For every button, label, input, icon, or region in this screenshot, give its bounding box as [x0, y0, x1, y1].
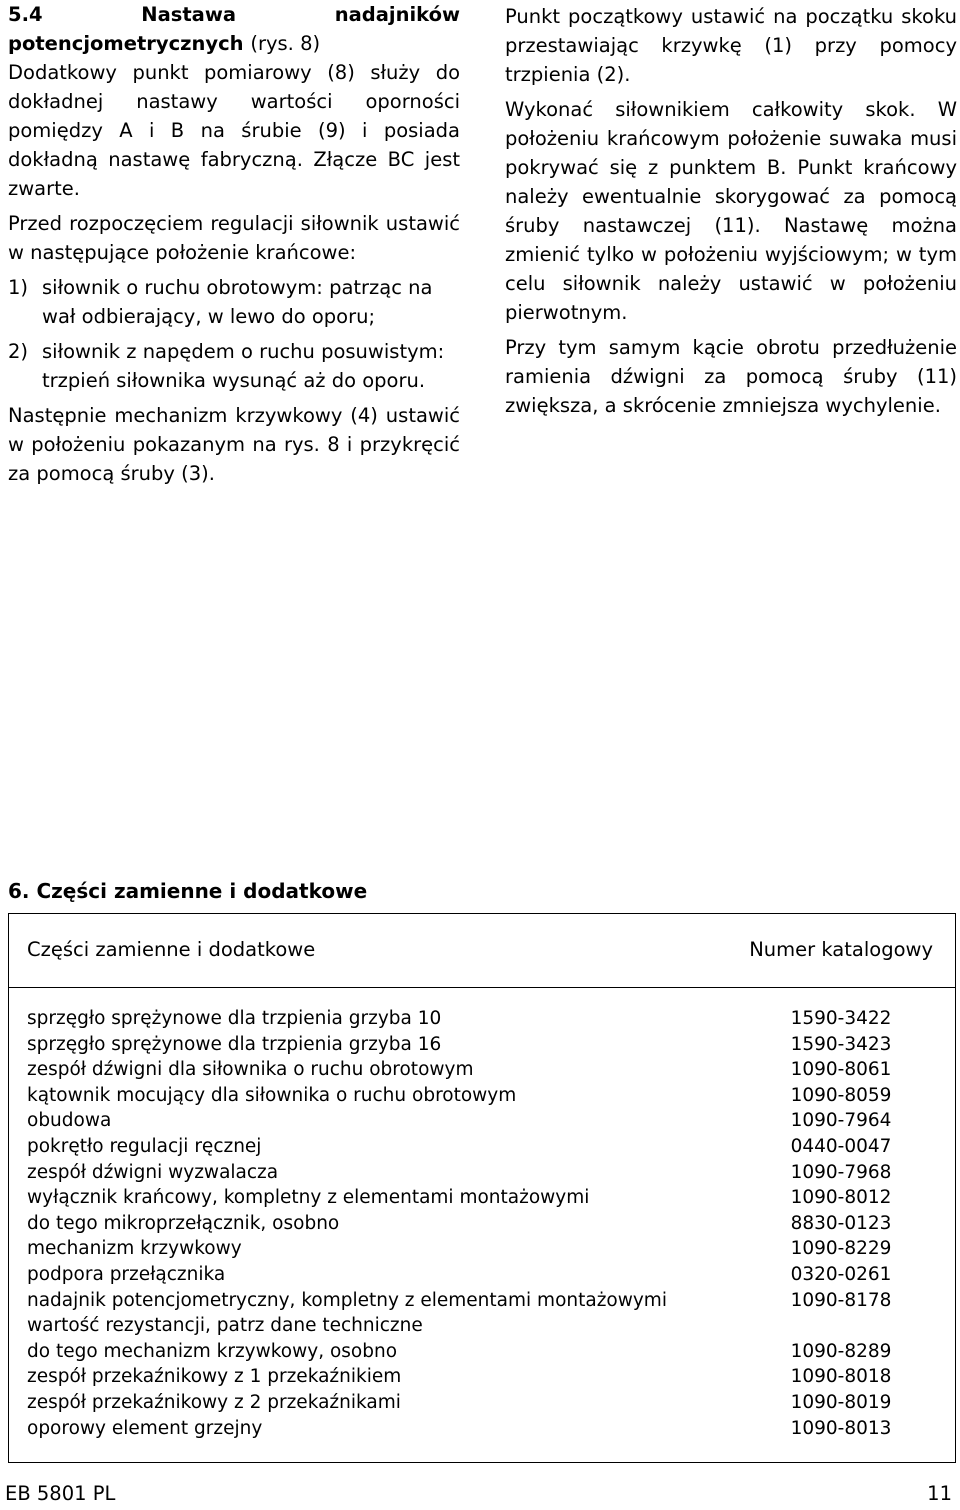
- section-figure-ref: (rys. 8): [250, 32, 321, 55]
- table-header-row: [9, 914, 955, 988]
- list-number: 1): [8, 276, 29, 299]
- part-name: wartość rezystancji, patrz dane techniczne: [27, 1315, 423, 1337]
- part-name: oporowy element grzejny: [27, 1417, 263, 1439]
- catalog-number: 1090-8229: [790, 1238, 892, 1260]
- catalog-number: 1090-7968: [790, 1161, 892, 1183]
- part-name: mechanizm krzywkowy: [27, 1238, 242, 1260]
- column-header-number: Numer katalogowy: [749, 938, 933, 961]
- paragraph: Przy tym samym kącie obrotu przedłużenie ramienia dźwigni za pomocą śruby (11) zwiększa, a skrócenie zmniejsza wychylenie.: [505, 336, 957, 417]
- catalog-number: 1090-8061: [790, 1059, 892, 1081]
- part-name: do tego mechanizm krzywkowy, osobno: [27, 1340, 398, 1362]
- parts-table: [8, 913, 956, 1463]
- part-name: sprzęgło sprężynowe dla trzpienia grzyba 16: [27, 1033, 442, 1055]
- left-column: [8, 0, 460, 488]
- table-row: [9, 1339, 955, 1365]
- list-text: siłownik z napędem o ruchu posuwistym: trzpień siłownika wysunąć aż do oporu.: [42, 340, 445, 392]
- catalog-number: 1590-3423: [790, 1033, 892, 1055]
- list-number: 2): [8, 340, 29, 363]
- part-name: zespół dźwigni wyzwalacza: [27, 1161, 279, 1183]
- catalog-number: 1090-8178: [790, 1289, 892, 1311]
- table-row: [9, 1262, 955, 1288]
- table-row: [9, 1416, 955, 1442]
- parts-list: [9, 1006, 955, 1441]
- table-row: [9, 1057, 955, 1083]
- catalog-number: 1090-7964: [790, 1110, 892, 1132]
- part-name: zespół przekaźnikowy z 2 przekaźnikami: [27, 1391, 401, 1413]
- section-title: 6. Części zamienne i dodatkowe: [8, 879, 368, 903]
- paragraph: Dodatkowy punkt pomiarowy (8) służy do dokładnej nastawy wartości oporności pomiędzy A i B na śrubie (9) i posiada dokładną nastawę fabryczną. Złącze BC jest zwarte.: [8, 61, 460, 200]
- paragraph: Wykonać siłownikiem całkowity skok. W położeniu krańcowym położenie suwaka musi pokrywać się z punktem B. Punkt krańcowy należy ewentualnie skorygować za pomocą śruby nastawczej (11). Nastawę można zmienić tylko w położeniu wyjściowym; w tym celu siłownik należy ustawić w położeniu pierwotnym.: [505, 98, 957, 324]
- table-row: [9, 1236, 955, 1262]
- paragraph: Punkt początkowy ustawić na początku skoku przestawiając krzywkę (1) przy pomocy trzpienia (2).: [505, 5, 957, 86]
- section-title: Nastawa nadajników potencjometrycznych: [8, 3, 460, 55]
- catalog-number: 0320-0261: [790, 1263, 892, 1285]
- table-row: [9, 1006, 955, 1032]
- paragraph: Przed rozpoczęciem regulacji siłownik ustawić w następujące położenie krańcowe:: [8, 212, 460, 264]
- catalog-number: 1090-8018: [790, 1366, 892, 1388]
- catalog-number: 1090-8289: [790, 1340, 892, 1362]
- right-column: [505, 2, 957, 420]
- part-name: zespół dźwigni dla siłownika o ruchu obrotowym: [27, 1059, 474, 1081]
- catalog-number: 1590-3422: [790, 1008, 892, 1029]
- part-name: wyłącznik krańcowy, kompletny z elementami montażowymi: [27, 1187, 590, 1209]
- table-row: [9, 1160, 955, 1186]
- table-row: [9, 1032, 955, 1058]
- list-item: [8, 337, 460, 395]
- catalog-number: 0440-0047: [790, 1135, 892, 1157]
- catalog-number: 1090-8013: [790, 1417, 892, 1439]
- section-number: 5.4: [8, 3, 43, 26]
- table-row: [9, 1108, 955, 1134]
- table-row: [9, 1083, 955, 1109]
- catalog-number: 1090-8019: [790, 1391, 892, 1413]
- part-name: sprzęgło sprężynowe dla trzpienia grzyba 10: [27, 1008, 442, 1029]
- page-number: 11: [927, 1482, 952, 1505]
- part-name: kątownik mocujący dla siłownika o ruchu obrotowym: [27, 1084, 517, 1106]
- document-id: EB 5801 PL: [5, 1482, 116, 1505]
- table-row: [9, 1390, 955, 1416]
- part-name: obudowa: [27, 1110, 112, 1132]
- section-heading: [8, 0, 460, 58]
- column-header-name: Części zamienne i dodatkowe: [27, 938, 316, 961]
- table-row: [9, 1313, 955, 1339]
- table-row: [9, 1364, 955, 1390]
- table-row: [9, 1211, 955, 1237]
- part-name: nadajnik potencjometryczny, kompletny z elementami montażowymi: [27, 1289, 667, 1311]
- catalog-number: 1090-8059: [790, 1084, 892, 1106]
- table-row: [9, 1288, 955, 1314]
- list-item: [8, 273, 460, 331]
- part-name: podpora przełącznika: [27, 1263, 226, 1285]
- part-name: pokrętło regulacji ręcznej: [27, 1135, 262, 1157]
- catalog-number: 1090-8012: [790, 1187, 892, 1209]
- catalog-number: 8830-0123: [790, 1212, 892, 1234]
- paragraph: Następnie mechanizm krzywkowy (4) ustawić w położeniu pokazanym na rys. 8 i przykręcić za pomocą śruby (3).: [8, 404, 460, 485]
- table-row: [9, 1185, 955, 1211]
- part-name: zespół przekaźnikowy z 1 przekaźnikiem: [27, 1366, 402, 1388]
- table-row: [9, 1134, 955, 1160]
- list-text: siłownik o ruchu obrotowym: patrząc na wał odbierający, w lewo do oporu;: [42, 276, 433, 328]
- part-name: do tego mikroprzełącznik, osobno: [27, 1212, 340, 1234]
